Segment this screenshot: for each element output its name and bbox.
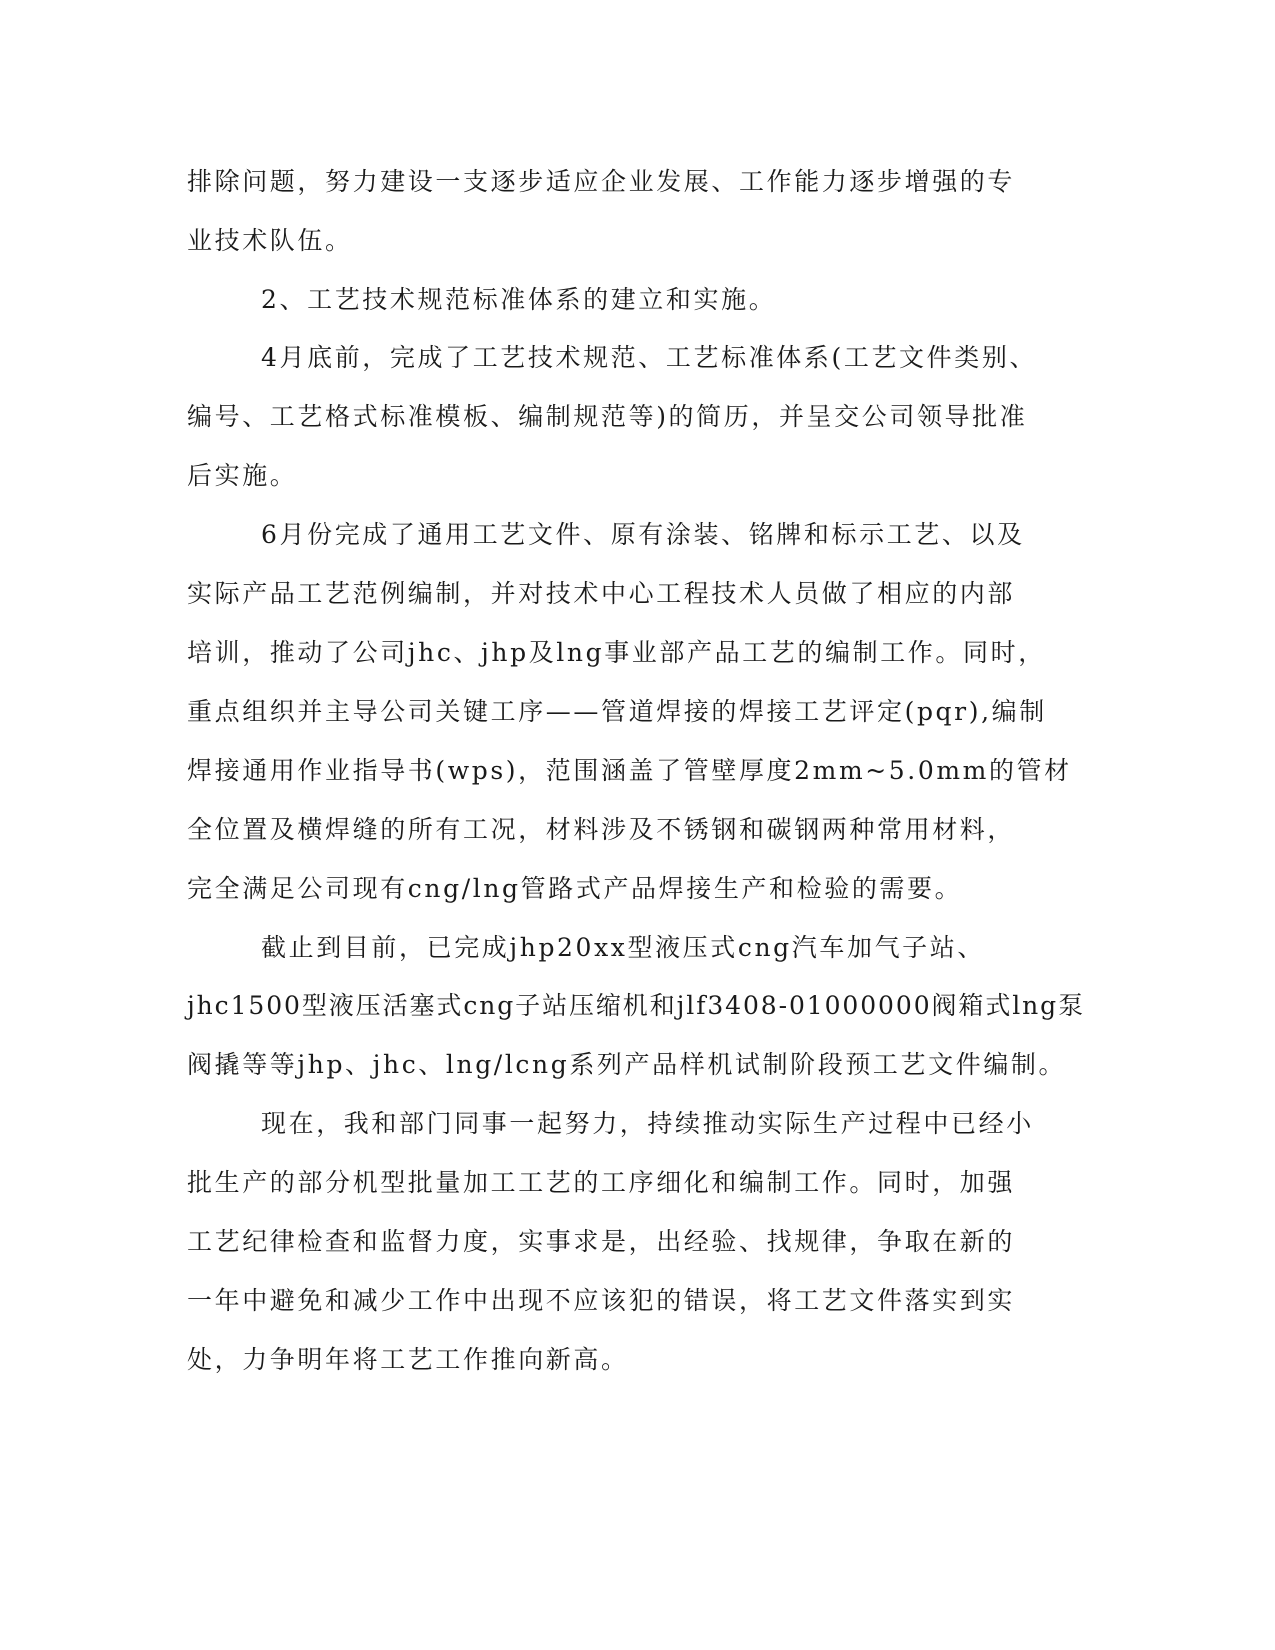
paragraph-4-line-1: 6月份完成了通用工艺文件、原有涂装、铭牌和标示工艺、以及 bbox=[261, 520, 1025, 549]
paragraph-6-line-2: 批生产的部分机型批量加工工艺的工序细化和编制工作。同时，加强 bbox=[187, 1168, 1016, 1197]
paragraph-6-line-1: 现在，我和部门同事一起努力，持续推动实际生产过程中已经小 bbox=[261, 1109, 1034, 1138]
paragraph-4-line-4: 重点组织并主导公司关键工序——管道焊接的焊接工艺评定(pqr),编制 bbox=[187, 697, 1047, 726]
paragraph-5-line-1: 截止到目前，已完成jhp20xx型液压式cng汽车加气子站、 bbox=[261, 933, 985, 962]
paragraph-4-line-3: 培训，推动了公司jhc、jhp及lng事业部产品工艺的编制工作。同时， bbox=[187, 638, 1046, 667]
paragraph-1-line-2: 业技术队伍。 bbox=[187, 226, 353, 255]
section-heading: 2、工艺技术规范标准体系的建立和实施。 bbox=[261, 285, 777, 314]
paragraph-4-line-5: 焊接通用作业指导书(wps)，范围涵盖了管壁厚度2mm~5.0mm的管材 bbox=[187, 756, 1072, 785]
paragraph-6-line-3: 工艺纪律检查和监督力度，实事求是，出经验、找规律，争取在新的 bbox=[187, 1227, 1016, 1256]
paragraph-3-line-1: 4月底前，完成了工艺技术规范、工艺标准体系(工艺文件类别、 bbox=[261, 343, 1038, 372]
paragraph-4-line-6: 全位置及横焊缝的所有工况，材料涉及不锈钢和碳钢两种常用材料， bbox=[187, 815, 1016, 844]
paragraph-1-line-1: 排除问题，努力建设一支逐步适应企业发展、工作能力逐步增强的专 bbox=[187, 167, 1016, 196]
paragraph-5-line-3: 阀撬等等jhp、jhc、lng/lcng系列产品样机试制阶段预工艺文件编制。 bbox=[187, 1050, 1067, 1079]
paragraph-6-line-4: 一年中避免和减少工作中出现不应该犯的错误，将工艺文件落实到实 bbox=[187, 1286, 1016, 1315]
paragraph-4-line-2: 实际产品工艺范例编制，并对技术中心工程技术人员做了相应的内部 bbox=[187, 579, 1016, 608]
paragraph-3-line-2: 编号、工艺格式标准模板、编制规范等)的简历，并呈交公司领导批准 bbox=[187, 402, 1028, 431]
paragraph-4-line-7: 完全满足公司现有cng/lng管路式产品焊接生产和检验的需要。 bbox=[187, 874, 963, 903]
paragraph-5-line-2: jhc1500型液压活塞式cng子站压缩机和jlf3408-01000000阀箱式lng泵 bbox=[187, 991, 1085, 1020]
paragraph-6-line-5: 处，力争明年将工艺工作推向新高。 bbox=[187, 1345, 629, 1374]
paragraph-3-line-3: 后实施。 bbox=[187, 461, 298, 490]
